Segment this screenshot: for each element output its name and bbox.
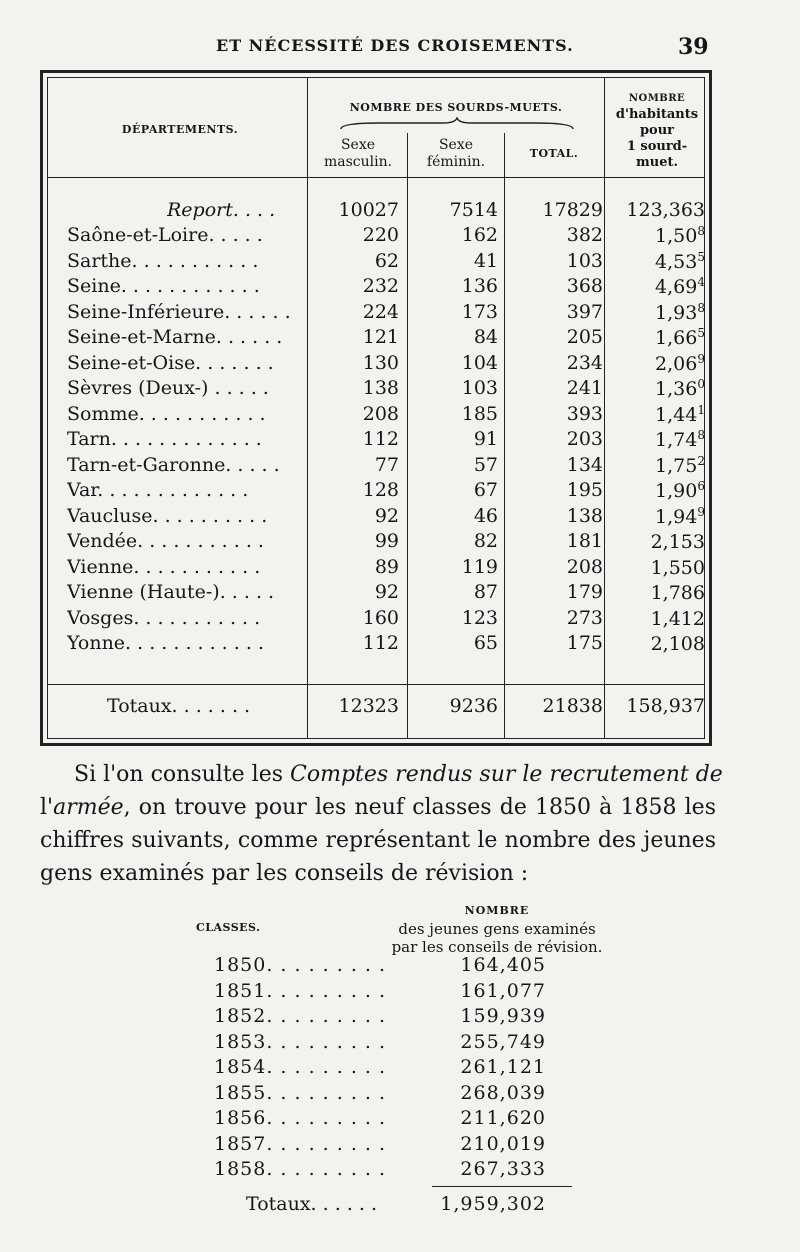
masculin-value: 99 xyxy=(374,530,399,552)
class-count: 161,077 xyxy=(460,979,546,1002)
department-name: Vendée. . . . . . . . . . . xyxy=(67,530,264,552)
table-row xyxy=(43,301,715,326)
table-row xyxy=(43,224,715,249)
statistics-table xyxy=(40,70,712,746)
feminin-value: 57 xyxy=(473,453,498,476)
totals-row: Totaux. . . . . . . 12323 9236 21838 158,937 xyxy=(107,695,705,717)
class-year: 1851. . . . . . . . . xyxy=(214,979,387,1002)
table-row xyxy=(43,581,715,606)
class-count: 267,333 xyxy=(460,1158,546,1180)
table-row xyxy=(43,530,715,555)
classes-row xyxy=(0,1056,800,1081)
masculin-value: 232 xyxy=(362,275,399,297)
classes-row xyxy=(0,1031,800,1056)
total-value: 138 xyxy=(566,504,603,527)
class-count: 261,121 xyxy=(460,1056,546,1078)
column-rule xyxy=(504,133,505,739)
classes-row xyxy=(0,1107,800,1132)
feminin-value: 82 xyxy=(473,530,498,552)
classes-row xyxy=(0,1005,800,1030)
masculin-value: 208 xyxy=(362,402,399,425)
total-value: 134 xyxy=(566,453,603,476)
habitants-value: 1,412 xyxy=(650,607,705,630)
column-rule xyxy=(407,133,408,739)
feminin-value: 185 xyxy=(461,402,498,425)
class-year: 1850. . . . . . . . . xyxy=(214,954,387,976)
header-sexe-masculin: Sexe masculin. xyxy=(323,137,393,170)
habitants-value: 1,75$^2$ xyxy=(655,453,705,477)
masculin-value: 62 xyxy=(374,249,399,272)
habitants-value: 1,50$^8$ xyxy=(655,224,705,247)
class-count: 211,620 xyxy=(460,1107,546,1129)
table-row xyxy=(43,556,715,581)
total-value: 273 xyxy=(566,606,603,629)
masculin-value: 224 xyxy=(362,300,399,323)
department-name: Tarn. . . . . . . . . . . . . xyxy=(67,428,262,450)
total-value: 181 xyxy=(566,530,603,552)
feminin-value: 84 xyxy=(473,326,498,348)
feminin-value: 104 xyxy=(461,351,498,374)
habitants-value: 1,66$^5$ xyxy=(655,326,705,349)
masculin-value: 220 xyxy=(362,224,399,246)
class-year: 1855. . . . . . . . . xyxy=(214,1081,387,1104)
classes-row xyxy=(0,954,800,979)
total-value: 234 xyxy=(566,351,603,374)
paragraph-line: l'armée, on trouve pour les neuf classes de 1850 à 1858 les xyxy=(40,795,716,820)
feminin-value: 173 xyxy=(461,300,498,323)
classes-header: CLASSES. xyxy=(196,921,261,934)
header-nombre-sourds-muets: NOMBRE DES SOURDS-MUETS. xyxy=(349,101,563,114)
classes-row xyxy=(0,1158,800,1183)
masculin-value: 130 xyxy=(362,351,399,374)
total-value: 368 xyxy=(566,275,603,297)
department-name: Vienne (Haute-). . . . . xyxy=(67,581,275,603)
table-row xyxy=(43,428,715,453)
report-row: Report. . . . 10027 7514 17829 123,363 xyxy=(167,199,705,221)
masculin-value: 92 xyxy=(374,504,399,527)
class-count: 255,749 xyxy=(460,1030,546,1053)
table-row xyxy=(43,250,715,275)
masculin-value: 160 xyxy=(362,606,399,629)
total-value: 103 xyxy=(566,249,603,272)
class-year: 1858. . . . . . . . . xyxy=(214,1158,387,1180)
department-name: Sarthe. . . . . . . . . . . xyxy=(67,249,259,272)
total-value: 179 xyxy=(566,581,603,603)
habitants-value: 1,74$^8$ xyxy=(655,428,705,451)
masculin-value: 77 xyxy=(374,453,399,476)
department-name: Seine-Inférieure. . . . . . xyxy=(67,300,291,323)
class-year: 1857. . . . . . . . . xyxy=(214,1132,387,1155)
paragraph-line: chiffres suivants, comme représentant le nombre des jeunes xyxy=(40,828,716,853)
department-name: Sèvres (Deux-) . . . . . xyxy=(67,377,269,399)
class-count: 164,405 xyxy=(460,954,546,976)
masculin-value: 89 xyxy=(374,555,399,578)
header-habitants: NOMBRE d'habitants pour 1 sourd- muet. xyxy=(615,93,699,170)
total-value: 195 xyxy=(566,479,603,501)
habitants-value: 1,550 xyxy=(650,556,705,579)
table-row xyxy=(43,275,715,300)
table-row xyxy=(43,505,715,530)
habitants-value: 4,69$^4$ xyxy=(655,275,705,298)
feminin-value: 119 xyxy=(461,555,498,578)
totals-rule xyxy=(47,684,705,685)
total-value: 393 xyxy=(566,402,603,425)
table-row xyxy=(43,479,715,504)
total-value: 208 xyxy=(566,555,603,578)
department-name: Tarn-et-Garonne. . . . . xyxy=(67,453,280,476)
class-year: 1852. . . . . . . . . xyxy=(214,1005,387,1027)
feminin-value: 91 xyxy=(473,428,498,450)
classes-row xyxy=(0,980,800,1005)
class-count: 210,019 xyxy=(460,1132,546,1155)
total-value: 382 xyxy=(566,224,603,246)
department-name: Somme. . . . . . . . . . . xyxy=(67,402,266,425)
feminin-value: 65 xyxy=(473,632,498,654)
habitants-value: 1,94$^9$ xyxy=(655,504,705,528)
feminin-value: 162 xyxy=(461,224,498,246)
table-row xyxy=(43,632,715,657)
habitants-value: 1,786 xyxy=(650,582,705,604)
header-departements: DÉPARTEMENTS. xyxy=(121,123,239,136)
table-row xyxy=(43,326,715,351)
department-name: Yonne. . . . . . . . . . . . xyxy=(67,632,264,654)
classes-row xyxy=(0,1133,800,1158)
habitants-value: 1,44$^1$ xyxy=(655,402,705,426)
paragraph-line: gens examinés par les conseils de révision : xyxy=(40,861,529,886)
department-name: Saône-et-Loire. . . . . xyxy=(67,224,263,246)
total-value: 397 xyxy=(566,300,603,323)
feminin-value: 87 xyxy=(473,581,498,603)
class-count: 159,939 xyxy=(460,1005,546,1027)
feminin-value: 41 xyxy=(473,249,498,272)
header-total: TOTAL. xyxy=(529,147,579,160)
page-number: 39 xyxy=(678,34,709,60)
totals-rule xyxy=(432,1186,572,1187)
class-count: 268,039 xyxy=(460,1081,546,1104)
nombre-header: NOMBRE des jeunes gens examinés par les conseils de révision. xyxy=(391,904,603,956)
feminin-value: 103 xyxy=(461,377,498,399)
habitants-value: 2,153 xyxy=(650,531,705,553)
department-name: Seine-et-Marne. . . . . . xyxy=(67,326,283,348)
department-name: Vaucluse. . . . . . . . . . xyxy=(67,504,268,527)
feminin-value: 123 xyxy=(461,606,498,629)
header-sexe-feminin: Sexe féminin. xyxy=(426,137,486,170)
habitants-value: 4,53$^5$ xyxy=(655,249,705,273)
body-paragraph xyxy=(40,758,723,890)
habitants-value: 1,36$^0$ xyxy=(655,377,705,400)
total-value: 241 xyxy=(566,377,603,399)
paragraph-line: Si l'on consulte les Comptes rendus sur le recrutement de xyxy=(74,762,723,787)
table-row xyxy=(43,352,715,377)
habitants-value: 2,06$^9$ xyxy=(655,351,705,375)
masculin-value: 121 xyxy=(362,326,399,348)
masculin-value: 112 xyxy=(362,428,399,450)
total-value: 203 xyxy=(566,428,603,450)
total-value: 175 xyxy=(566,632,603,654)
department-name: Seine-et-Oise. . . . . . . xyxy=(67,351,274,374)
department-name: Vienne. . . . . . . . . . . xyxy=(67,555,261,578)
masculin-value: 112 xyxy=(362,632,399,654)
table-row xyxy=(43,403,715,428)
total-value: 205 xyxy=(566,326,603,348)
table-row xyxy=(43,377,715,402)
classes-total-label: Totaux. . . . . . xyxy=(246,1193,377,1215)
feminin-value: 136 xyxy=(461,275,498,297)
classes-total-value: 1,959,302 xyxy=(440,1193,546,1215)
header-rule xyxy=(47,177,705,178)
running-head: ET NÉCESSITÉ DES CROISEMENTS. xyxy=(216,36,574,55)
habitants-value: 1,90$^6$ xyxy=(655,479,705,502)
table-row xyxy=(43,607,715,632)
department-name: Var. . . . . . . . . . . . . xyxy=(67,479,249,501)
masculin-value: 128 xyxy=(362,479,399,501)
masculin-value: 92 xyxy=(374,581,399,603)
class-year: 1856. . . . . . . . . xyxy=(214,1107,387,1129)
feminin-value: 67 xyxy=(473,479,498,501)
masculin-value: 138 xyxy=(362,377,399,399)
habitants-value: 1,93$^8$ xyxy=(655,300,705,324)
class-year: 1854. . . . . . . . . xyxy=(214,1056,387,1078)
habitants-value: 2,108 xyxy=(650,633,705,655)
brace-icon xyxy=(339,117,575,131)
feminin-value: 46 xyxy=(473,504,498,527)
classes-row xyxy=(0,1082,800,1107)
department-name: Vosges. . . . . . . . . . . xyxy=(67,606,261,629)
table-row xyxy=(43,454,715,479)
class-year: 1853. . . . . . . . . xyxy=(214,1030,387,1053)
department-name: Seine. . . . . . . . . . . . xyxy=(67,275,260,297)
column-rule xyxy=(307,77,308,739)
column-rule xyxy=(604,77,605,739)
